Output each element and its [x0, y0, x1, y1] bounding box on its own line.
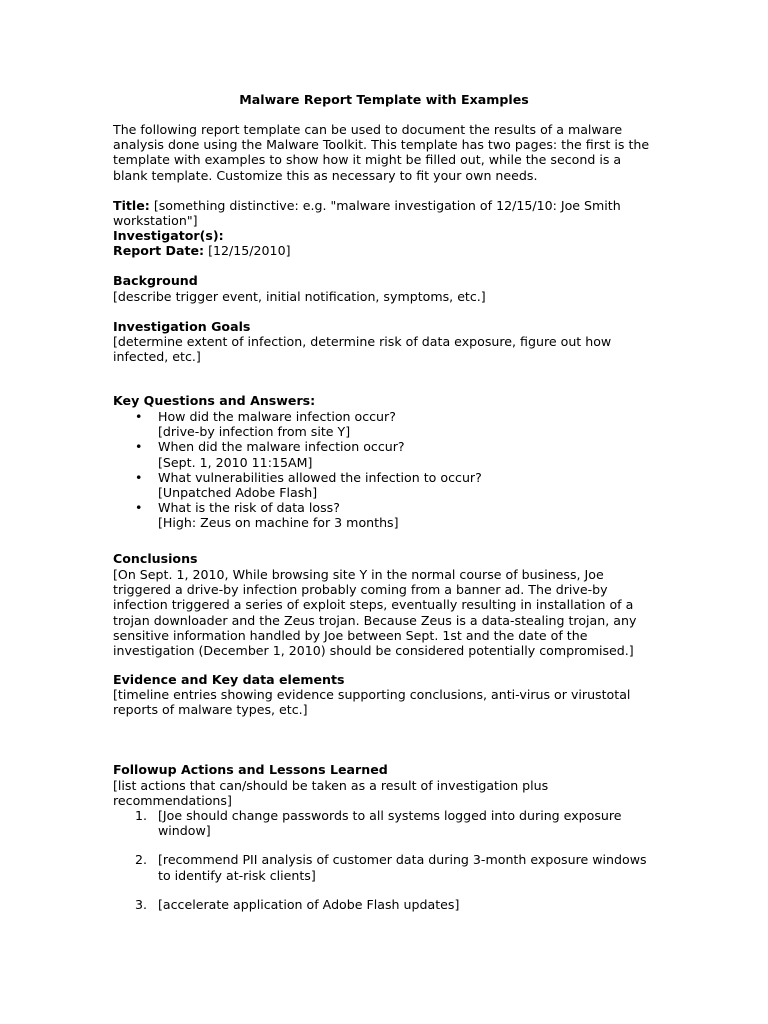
followup-item-text: [Joe should change passwords to all systems logged into during exposure window]	[158, 808, 622, 839]
list-item	[113, 470, 658, 500]
question-text: When did the malware infection occur?	[158, 439, 405, 455]
goals-text: [determine extent of infection, determine risk of data exposure, figure out how infected, etc.]	[113, 334, 612, 365]
followup-heading: Followup Actions and Lessons Learned	[113, 762, 388, 777]
title-value: [something distinctive: e.g. "malware investigation of 12/15/10: Joe Smith workstation"]	[113, 198, 621, 229]
list-number: 2.	[135, 852, 148, 868]
key-questions-heading: Key Questions and Answers:	[113, 393, 316, 408]
list-item	[113, 897, 658, 912]
question-text: What is the risk of data loss?	[158, 500, 340, 516]
background-text: [describe trigger event, initial notification, symptoms, etc.]	[113, 289, 486, 304]
list-item	[113, 500, 658, 530]
bullet-icon: •	[135, 500, 143, 516]
list-item	[113, 439, 658, 469]
followup-item-text: [recommend PII analysis of customer data during 3-month exposure windows to identify at-risk clients]	[158, 852, 647, 883]
investigators-field	[113, 228, 658, 243]
list-number: 1.	[135, 808, 148, 823]
conclusions-text: [On Sept. 1, 2010, While browsing site Y in the normal course of business, Joe triggered a drive-by infection probably coming from a banner ad. The drive-by infection triggered a series of exploit steps, eventually resulting in installation of a trojan downloader and the Zeus trojan. Because Zeus is a data-stealing trojan, any sensitive information handled by Joe between Sept. 1st and the date of the investigation (December 1, 2010) should be considered potentially compromised.]	[113, 567, 637, 659]
list-item	[113, 852, 658, 882]
key-questions-list	[113, 409, 658, 531]
answer-text: [drive-by infection from site Y]	[158, 424, 351, 440]
answer-text: [Sept. 1, 2010 11:15AM]	[158, 454, 313, 470]
evidence-text: [timeline entries showing evidence supporting conclusions, anti-virus or virustotal reports of malware types, etc.]	[113, 687, 631, 718]
followup-text: [list actions that can/should be taken as a result of investigation plus recommendations]	[113, 778, 549, 809]
answer-text: [Unpatched Adobe Flash]	[158, 485, 318, 501]
conclusions-heading: Conclusions	[113, 551, 198, 566]
followup-list	[113, 808, 658, 926]
answer-text: [High: Zeus on machine for 3 months]	[158, 515, 399, 531]
question-text: How did the malware infection occur?	[158, 409, 396, 424]
bullet-icon: •	[135, 439, 143, 455]
bullet-icon: •	[135, 469, 143, 485]
evidence-heading: Evidence and Key data elements	[113, 672, 345, 687]
list-item	[113, 409, 658, 439]
list-number: 3.	[135, 896, 148, 912]
intro-paragraph: The following report template can be used to document the results of a malware analysis done using the Malware Toolkit. This template has two pages: the first is the template with examples to show how it might be filled out, while the second is a blank template. Customize this as necessary to fit your own needs.	[113, 122, 650, 183]
bullet-icon: •	[135, 409, 143, 424]
report-date-value: [12/15/2010]	[204, 243, 291, 258]
document-title: Malware Report Template with Examples	[239, 92, 529, 107]
list-item	[113, 808, 658, 838]
title-label: Title:	[113, 198, 150, 213]
investigators-label: Investigator(s):	[113, 228, 224, 243]
title-field	[113, 198, 658, 228]
report-date-field	[113, 243, 658, 258]
background-heading: Background	[113, 273, 198, 288]
report-date-label: Report Date:	[113, 243, 205, 258]
question-text: What vulnerabilities allowed the infection to occur?	[158, 469, 482, 485]
goals-heading: Investigation Goals	[113, 319, 251, 334]
followup-item-text: [accelerate application of Adobe Flash updates]	[158, 896, 460, 912]
